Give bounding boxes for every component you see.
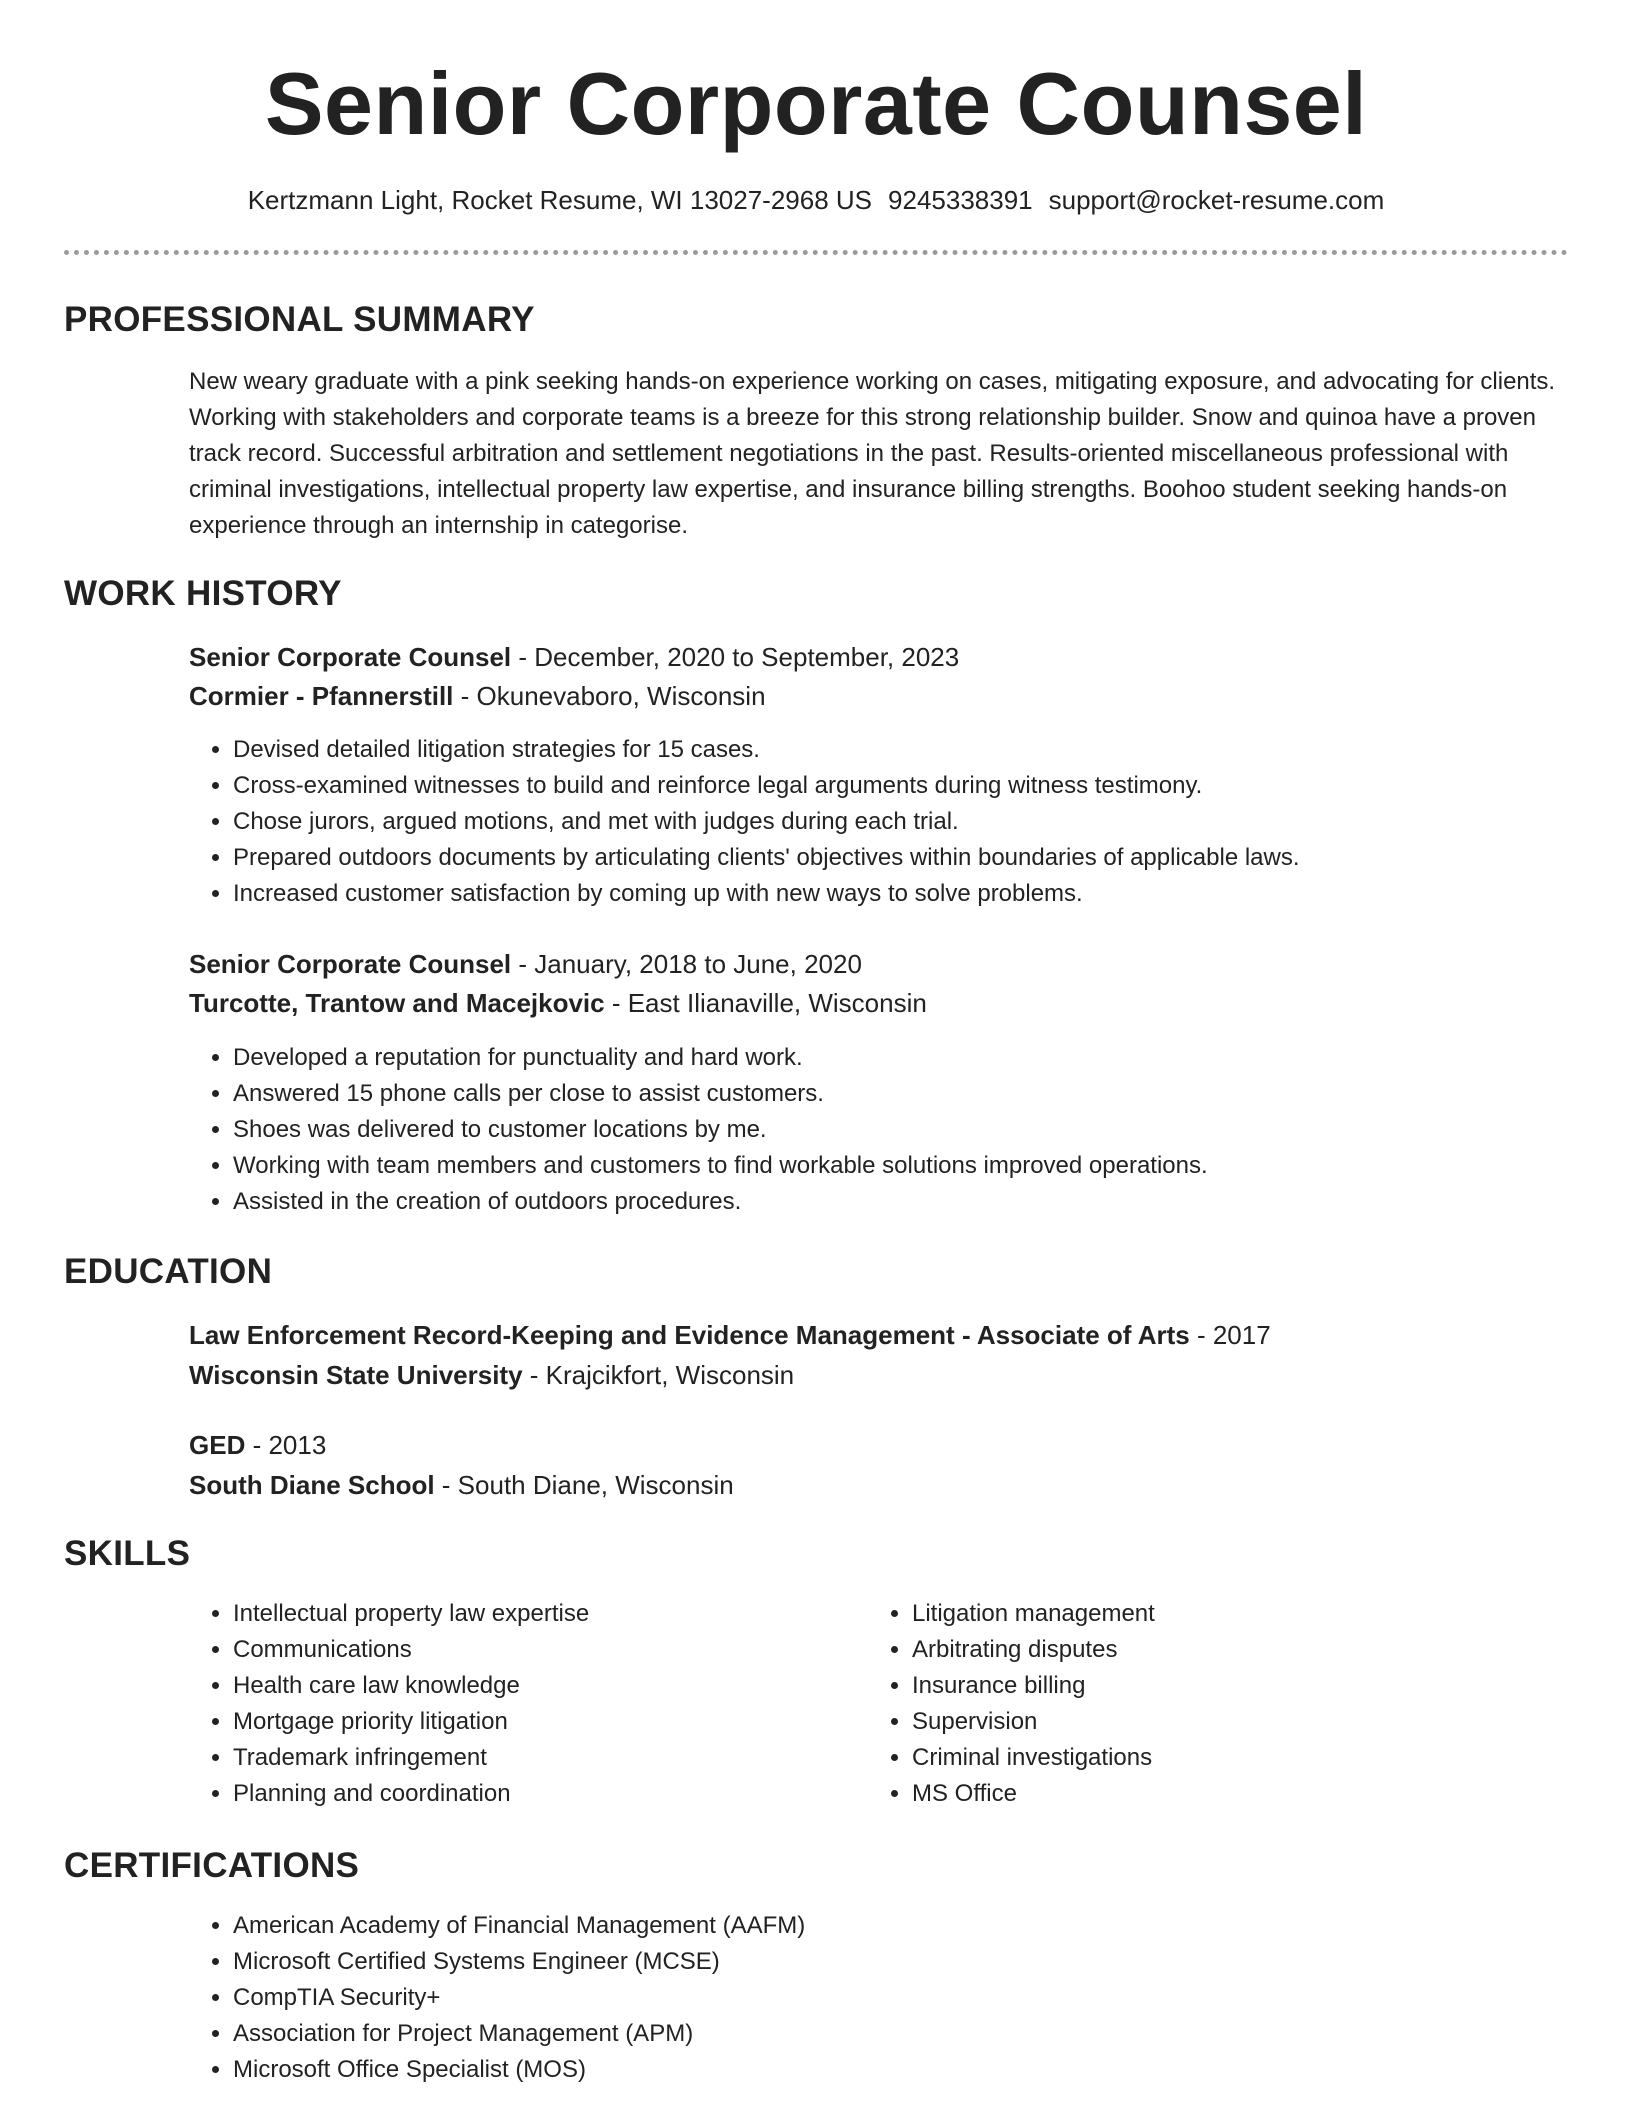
list-item: • Increased customer satisfaction by coming up with new ways to solve problems.: [233, 876, 1300, 912]
education-year: - 2013: [245, 1430, 327, 1460]
job-role: Senior Corporate Counsel: [189, 642, 512, 672]
list-item: • Litigation management: [912, 1596, 1155, 1632]
list-item: • Planning and coordination: [233, 1776, 589, 1812]
list-item: • Prepared outdoors documents by articulating clients' objectives within boundaries of applicable laws.: [233, 840, 1300, 876]
summary-text: New weary graduate with a pink seeking hands-on experience working on cases, mitigating exposure, and advocating for clients. Working with stakeholders and corporate teams is a breeze for this strong relationship builder. Snow and quinoa have a proven track record. Successful arbitration and settlement negotiations in the past. Results-oriented miscellaneous professional with criminal investigations, intellectual property law expertise, and insurance billing strengths. Boohoo student seeking hands-on experience through an internship in categorise.: [189, 368, 1556, 539]
list-item: • Association for Project Management (APM): [233, 2016, 805, 2052]
job-dates: - January, 2018 to June, 2020: [511, 949, 862, 979]
list-item: • Chose jurors, argued motions, and met with judges during each trial.: [233, 804, 1300, 840]
list-item: • Supervision: [912, 1704, 1155, 1740]
job-role: Senior Corporate Counsel: [189, 949, 512, 979]
education-school-line: [189, 1356, 794, 1394]
education-degree-line: [189, 1426, 326, 1464]
education-year: - 2017: [1189, 1320, 1271, 1350]
list-item: • Criminal investigations: [912, 1740, 1155, 1776]
job-title-line: [189, 638, 959, 676]
list-item: • Shoes was delivered to customer locations by me.: [233, 1112, 1208, 1148]
job-company: Turcotte, Trantow and Macejkovic: [189, 988, 605, 1018]
job-duties-list: [189, 732, 1300, 912]
list-item: • American Academy of Financial Management (AAFM): [233, 1908, 805, 1944]
list-item: • Developed a reputation for punctuality and hard work.: [233, 1040, 1208, 1076]
list-item: • CompTIA Security+: [233, 1980, 805, 2016]
education-school: Wisconsin State University: [189, 1360, 523, 1390]
job-location: - East Ilianaville, Wisconsin: [604, 988, 927, 1018]
skills-list-left: [189, 1596, 589, 1812]
job-dates: - December, 2020 to September, 2023: [511, 642, 960, 672]
list-item: • Microsoft Office Specialist (MOS): [233, 2052, 805, 2088]
summary-heading: PROFESSIONAL SUMMARY: [64, 300, 535, 339]
list-item: • Devised detailed litigation strategies for 15 cases.: [233, 732, 1300, 768]
certifications-list: [189, 1908, 805, 2088]
contact-phone: 9245338391: [888, 185, 1033, 215]
list-item: • Intellectual property law expertise: [233, 1596, 589, 1632]
work-heading: WORK HISTORY: [64, 574, 342, 613]
contact-email: support@rocket-resume.com: [1048, 185, 1385, 215]
education-heading: EDUCATION: [64, 1252, 273, 1291]
job-company: Cormier - Pfannerstill: [189, 681, 454, 711]
contact-line: [0, 182, 1632, 218]
education-location: - Krajcikfort, Wisconsin: [522, 1360, 795, 1390]
resume-name: Senior Corporate Counsel: [264, 54, 1368, 153]
list-item: • Insurance billing: [912, 1668, 1155, 1704]
list-item: • Mortgage priority litigation: [233, 1704, 589, 1740]
list-item: • Trademark infringement: [233, 1740, 589, 1776]
job-location: - Okunevaboro, Wisconsin: [453, 681, 766, 711]
certifications-heading: CERTIFICATIONS: [64, 1846, 360, 1885]
job-company-line: [189, 677, 766, 715]
list-item: • Cross-examined witnesses to build and reinforce legal arguments during witness testimony.: [233, 768, 1300, 804]
skills-list-right: [868, 1596, 1155, 1812]
list-item: • Assisted in the creation of outdoors procedures.: [233, 1184, 1208, 1220]
job-title-line: [189, 945, 862, 983]
list-item: • Health care law knowledge: [233, 1668, 589, 1704]
education-location: - South Diane, Wisconsin: [434, 1470, 734, 1500]
education-school: South Diane School: [189, 1470, 435, 1500]
education-degree-line: [189, 1316, 1271, 1354]
contact-address: Kertzmann Light, Rocket Resume, WI 13027-2968 US: [247, 185, 873, 215]
job-company-line: [189, 984, 927, 1022]
education-degree: GED: [189, 1430, 246, 1460]
header-divider: [64, 250, 1568, 255]
education-degree: Law Enforcement Record-Keeping and Evidence Management - Associate of Arts: [189, 1320, 1190, 1350]
list-item: • Arbitrating disputes: [912, 1632, 1155, 1668]
list-item: • Microsoft Certified Systems Engineer (MCSE): [233, 1944, 805, 1980]
job-duties-list: [189, 1040, 1208, 1220]
skills-heading: SKILLS: [64, 1534, 191, 1573]
list-item: • Answered 15 phone calls per close to assist customers.: [233, 1076, 1208, 1112]
list-item: • Working with team members and customers to find workable solutions improved operations.: [233, 1148, 1208, 1184]
list-item: • MS Office: [912, 1776, 1155, 1812]
list-item: • Communications: [233, 1632, 589, 1668]
education-school-line: [189, 1466, 734, 1504]
